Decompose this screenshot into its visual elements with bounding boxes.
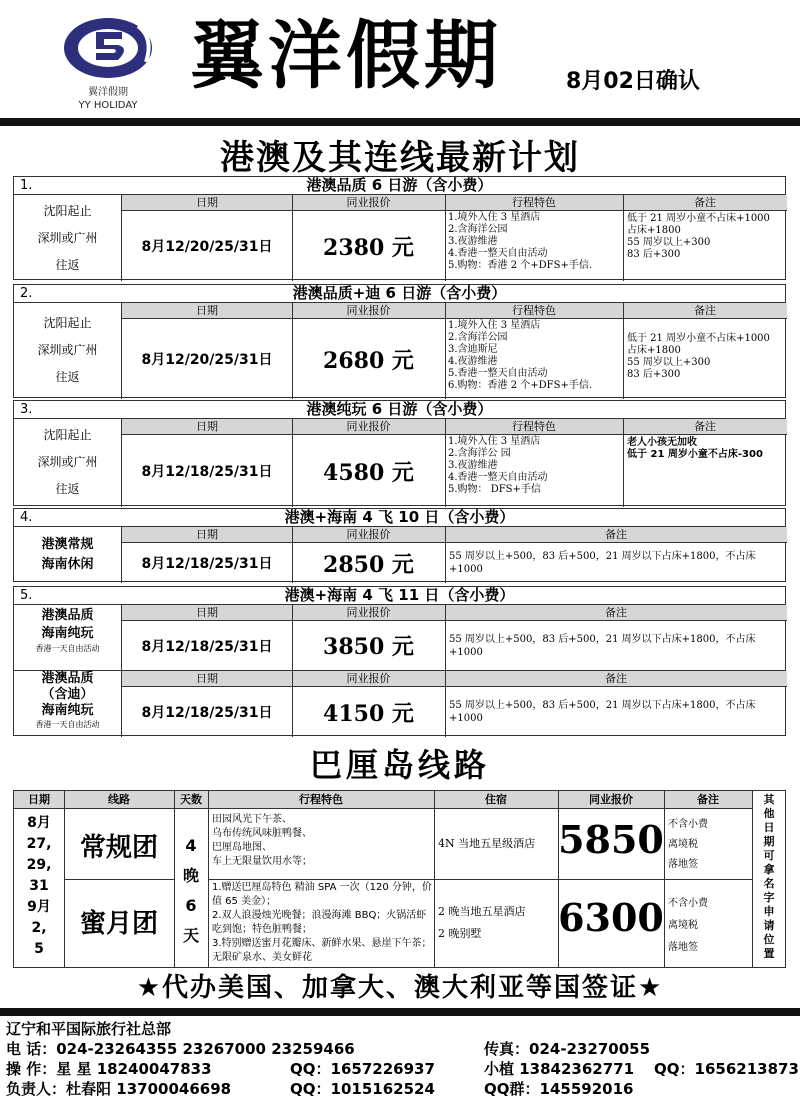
table-row: [14, 671, 785, 737]
operator-qq: [290, 1058, 435, 1079]
company-name: 辽宁和平国际旅行社总部: [6, 1020, 172, 1038]
header-price: 同业报价: [292, 605, 445, 621]
qq-number: 1657226937: [330, 1060, 435, 1078]
header-date: 日期: [122, 671, 292, 687]
header-note: 备注: [623, 419, 787, 435]
feature-item: 1.境外入住 3 星酒店: [448, 212, 541, 223]
departure-info: [14, 195, 122, 281]
note-item: 83 后+300: [627, 369, 681, 380]
departure-line: 往返: [55, 370, 80, 384]
departure-line: 深圳或广州: [37, 455, 98, 469]
feature-item: 3.夜游维港: [448, 460, 498, 471]
section-header: [14, 587, 785, 605]
manager-qq: [290, 1078, 435, 1099]
divider: [0, 118, 800, 126]
note-item: 低于 21 周岁小童不占床-300: [627, 449, 763, 460]
feature-item: 5.购物： DFS+手信: [448, 484, 541, 495]
confirm-date: 8月02日确认: [566, 69, 700, 94]
note-item: 落地签: [668, 859, 698, 870]
departure-dates: 8月12/18/25/31日: [141, 638, 273, 655]
date-line: 8月: [27, 815, 51, 831]
visa-banner: ★代办美国、加拿大、澳大利亚等国签证★: [136, 973, 664, 1003]
header-price: 同业报价: [292, 195, 445, 211]
date-line: 2,: [31, 920, 47, 936]
tour-price: 2680 元: [323, 347, 414, 374]
feature-item: 田园风光下午茶、: [212, 814, 292, 825]
section-number: 1.: [20, 178, 33, 193]
route-line: 海南纯玩: [41, 626, 94, 641]
section-number: 4.: [20, 510, 33, 525]
note-item: 不含小费: [668, 898, 708, 909]
operator-label: 操 作：: [6, 1060, 57, 1078]
phone-row: [6, 1038, 355, 1059]
operator-phone: 18240047833: [96, 1060, 212, 1078]
section-title: 港澳纯玩 6 日游（含小费）: [306, 400, 493, 418]
route-line: 港澳常规: [41, 537, 94, 552]
feature-item: 2.含海洋公园: [448, 224, 508, 235]
tour-note: 55 周岁以上+500，83 后+500，21 周岁以下占床+1800，不占床+1000: [449, 551, 756, 575]
header-date: 日期: [122, 195, 292, 211]
contact-footer: [0, 1018, 800, 1100]
note-item: 离境税: [668, 839, 698, 850]
section-1: [13, 176, 786, 280]
operator2-qq: [654, 1058, 799, 1079]
feature-item: 6.购物：香港 2 个+DFS+手信.: [448, 380, 593, 391]
header-note: 备注: [623, 303, 787, 319]
route-info: [14, 527, 122, 583]
section-title: 港澳品质 6 日游（含小费）: [306, 176, 493, 194]
feature-item: 巴厘岛地图、: [212, 842, 272, 853]
bali-header-feature: 行程特色: [208, 791, 434, 809]
bali-side-note: [753, 790, 786, 968]
side-note-text: 其他日期可拿名字申请位置: [763, 793, 775, 960]
divider: [0, 1008, 800, 1016]
table-row: [14, 605, 785, 671]
feature-item: 1.赠送巴厘岛特色 精油 SPA 一次（120 分钟，价值 65 美金）；: [212, 882, 432, 907]
fax-label: 传真：: [484, 1040, 530, 1058]
qq-label: QQ：: [654, 1060, 695, 1078]
header-feature: 行程特色: [445, 195, 623, 211]
note-item: 占床+1800: [627, 345, 681, 356]
logo-en: YY HOLIDAY: [78, 100, 138, 111]
tour-features: [445, 435, 623, 497]
tour-note: 55 周岁以上+500，83 后+500，21 周岁以下占床+1800，不占床+1000: [449, 633, 756, 658]
section-number: 3.: [20, 402, 33, 417]
qq-group-number: 145592016: [539, 1080, 634, 1098]
feature-item: 车上无限量饮用水等；: [212, 856, 312, 867]
group-regular: 常规团: [79, 833, 158, 863]
manager-label: 负责人：: [6, 1080, 67, 1098]
days-line: 4: [185, 836, 197, 855]
departure-line: 沈阳起止: [43, 316, 92, 330]
header-note: 备注: [445, 527, 787, 543]
departure-line: 沈阳起止: [43, 204, 92, 218]
phone-label: 电 话：: [6, 1040, 57, 1058]
departure-line: 往返: [55, 258, 80, 272]
fax-row: [484, 1038, 650, 1059]
date-line: 31: [29, 878, 49, 894]
group-honeymoon: 蜜月团: [79, 909, 158, 939]
group-regular-price: 5850: [558, 817, 664, 862]
header-note: 备注: [445, 671, 787, 687]
section-5: [13, 586, 786, 736]
qq-number: 1015162524: [330, 1080, 435, 1098]
section-header: [14, 509, 785, 527]
feature-item: 3.特别赠送蜜月花瓣床、新鲜水果、悬崖下午茶；无限矿泉水、美女鲜花: [212, 938, 432, 963]
route-info: [14, 671, 122, 737]
brand-title: 翼洋假期: [190, 13, 502, 99]
header-date: 日期: [122, 419, 292, 435]
group-honeymoon-features: [212, 881, 432, 965]
qq-label: QQ：: [290, 1080, 331, 1098]
header-note: 备注: [445, 605, 787, 621]
header-date: 日期: [122, 303, 292, 319]
route-info: [14, 605, 122, 670]
main-title: 港澳及其连线最新计划: [220, 138, 580, 178]
bali-header-note: 备注: [664, 791, 752, 809]
note-item: 低于 21 周岁小童不占床+1000: [627, 333, 770, 344]
note-item: 老人小孩无加收: [627, 437, 697, 448]
section-3: [13, 400, 786, 506]
tour-features: [445, 211, 623, 273]
tour-price: 4580 元: [323, 459, 414, 486]
section-number: 2.: [20, 286, 33, 301]
header-price: 同业报价: [292, 527, 445, 543]
tour-notes: [623, 435, 787, 463]
bali-header-route: 线路: [64, 791, 174, 809]
section-header: [14, 177, 785, 195]
tour-price: 2850 元: [323, 551, 414, 578]
departure-line: 沈阳起止: [43, 428, 92, 442]
group-honeymoon-notes: [668, 893, 748, 959]
days-line: 晚: [182, 866, 199, 885]
bali-title: 巴厘岛线路: [309, 746, 490, 784]
tour-note: 55 周岁以上+500，83 后+500，21 周岁以下占床+1800，不占床+1000: [449, 700, 756, 724]
feature-item: 2.含海洋公园: [448, 332, 508, 343]
departure-dates: 8月12/20/25/31日: [141, 352, 273, 368]
operator-name: 星 星: [56, 1060, 92, 1078]
header-date: 日期: [122, 527, 292, 543]
feature-item: 4.香港一整天自由活动: [448, 472, 548, 483]
section-header: [14, 285, 785, 303]
bali-dates: [14, 813, 64, 960]
section-4: [13, 508, 786, 582]
tour-price: 3850 元: [323, 634, 414, 660]
section-title: 港澳+海南 4 飞 11 日（含小费）: [284, 586, 515, 604]
note-item: 低于 21 周岁小童不占床+1000: [627, 213, 770, 224]
days-line: 天: [182, 926, 199, 945]
departure-info: [14, 419, 122, 507]
qq-number: 1656213873: [694, 1060, 799, 1078]
route-line: 港澳品质: [41, 671, 94, 686]
qq-label: QQ：: [290, 1060, 331, 1078]
manager-phone: 13700046698: [116, 1080, 232, 1098]
qq-group-label: QQ群：: [484, 1080, 540, 1098]
header-note: 备注: [623, 195, 787, 211]
section-title: 港澳品质+迪 6 日游（含小费）: [292, 284, 507, 302]
section-number: 5.: [20, 588, 33, 603]
feature-item: 1.境外入住 3 星酒店: [448, 320, 541, 331]
bali-days: [174, 831, 208, 951]
section-2: [13, 284, 786, 398]
feature-item: 1.境外入住 3 星酒店: [448, 436, 541, 447]
header-feature: 行程特色: [445, 419, 623, 435]
feature-item: 5.购物：香港 2 个+DFS+手信.: [448, 260, 593, 271]
date-line: 5: [34, 941, 44, 957]
logo-mark: [58, 12, 158, 82]
tour-notes: [623, 211, 787, 263]
company-logo: [58, 12, 158, 111]
feature-item: 3.夜游维港: [448, 236, 498, 247]
fax-number: 024-23270055: [529, 1040, 651, 1058]
tour-price: 2380 元: [323, 234, 414, 261]
feature-item: 4.香港一整天自由活动: [448, 248, 548, 259]
section-title: 港澳+海南 4 飞 10 日（含小费）: [284, 508, 515, 526]
bali-table: [13, 790, 753, 968]
operator2-row: [484, 1058, 634, 1079]
departure-dates: 8月12/18/25/31日: [141, 556, 273, 572]
group-regular-hotel: 4N 当地五星级酒店: [438, 837, 536, 850]
feature-item: 3.含迪斯尼: [448, 344, 498, 355]
date-line: 27,: [26, 836, 52, 852]
group-honeymoon-hotel: [438, 901, 556, 945]
feature-item: 2.双人浪漫烛光晚餐；浪漫海滩 BBQ；火锅活虾吃到饱；特色脏鸭餐；: [212, 910, 427, 935]
feature-item: 2.含海洋公 园: [448, 448, 511, 459]
note-item: 离境税: [668, 920, 698, 931]
route-note: 香港一天自由活动: [35, 644, 100, 653]
header-price: 同业报价: [292, 419, 445, 435]
hotel-item: 2 晚别墅: [438, 927, 482, 940]
operator-row: [6, 1058, 212, 1079]
date-line: 9月: [27, 899, 51, 915]
note-item: 55 周岁以上+300: [627, 357, 711, 368]
bali-header-hotel: 住宿: [434, 791, 558, 809]
departure-line: 深圳或广州: [37, 343, 98, 357]
departure-line: 深圳或广州: [37, 231, 98, 245]
section-header: [14, 401, 785, 419]
departure-dates: 8月12/18/25/31日: [141, 705, 273, 721]
feature-item: 5.香港一整天自由活动: [448, 368, 548, 379]
bali-header-price: 同业报价: [558, 791, 664, 809]
hotel-item: 2 晚当地五星酒店: [438, 905, 526, 918]
tour-features: [445, 319, 623, 393]
header-price: 同业报价: [292, 671, 445, 687]
logo-cn: 翼洋假期: [88, 87, 128, 98]
bali-header-days: 天数: [174, 791, 208, 809]
feature-item: 4.夜游维港: [448, 356, 498, 367]
manager-name: 杜春阳: [66, 1080, 112, 1098]
manager-row: [6, 1078, 231, 1099]
bali-header-date: 日期: [14, 791, 64, 809]
departure-dates: 8月12/18/25/31日: [141, 464, 273, 480]
note-item: 55 周岁以上+300: [627, 237, 711, 248]
note-item: 不含小费: [668, 819, 708, 830]
departure-dates: 8月12/20/25/31日: [141, 239, 273, 255]
route-line: （含迪）: [41, 687, 94, 702]
departure-line: 往返: [55, 482, 80, 496]
header-price: 同业报价: [292, 303, 445, 319]
feature-item: 乌布传统风味脏鸭餐、: [212, 828, 312, 839]
operator2-name: 小植: [484, 1060, 515, 1078]
header-feature: 行程特色: [445, 303, 623, 319]
route-line: 海南休闲: [41, 557, 94, 572]
days-line: 6: [185, 896, 197, 915]
note-item: 落地签: [668, 942, 698, 953]
phone-number: 024-23264355 23267000 23259466: [56, 1040, 355, 1058]
header-date: 日期: [122, 605, 292, 621]
route-line: 港澳品质: [41, 608, 94, 623]
note-item: 83 后+300: [627, 249, 681, 260]
tour-price: 4150 元: [323, 700, 414, 727]
group-regular-features: [212, 813, 432, 869]
group-regular-notes: [668, 815, 748, 875]
qq-group: [484, 1078, 633, 1099]
group-honeymoon-price: 6300: [558, 895, 664, 940]
date-line: 29,: [26, 857, 52, 873]
route-line: 海南纯玩: [41, 703, 94, 718]
note-item: 占床+1800: [627, 225, 681, 236]
tour-notes: [623, 331, 787, 383]
route-note: 香港一天自由活动: [35, 720, 100, 729]
departure-info: [14, 303, 122, 399]
operator2-phone: 13842362771: [519, 1060, 635, 1078]
